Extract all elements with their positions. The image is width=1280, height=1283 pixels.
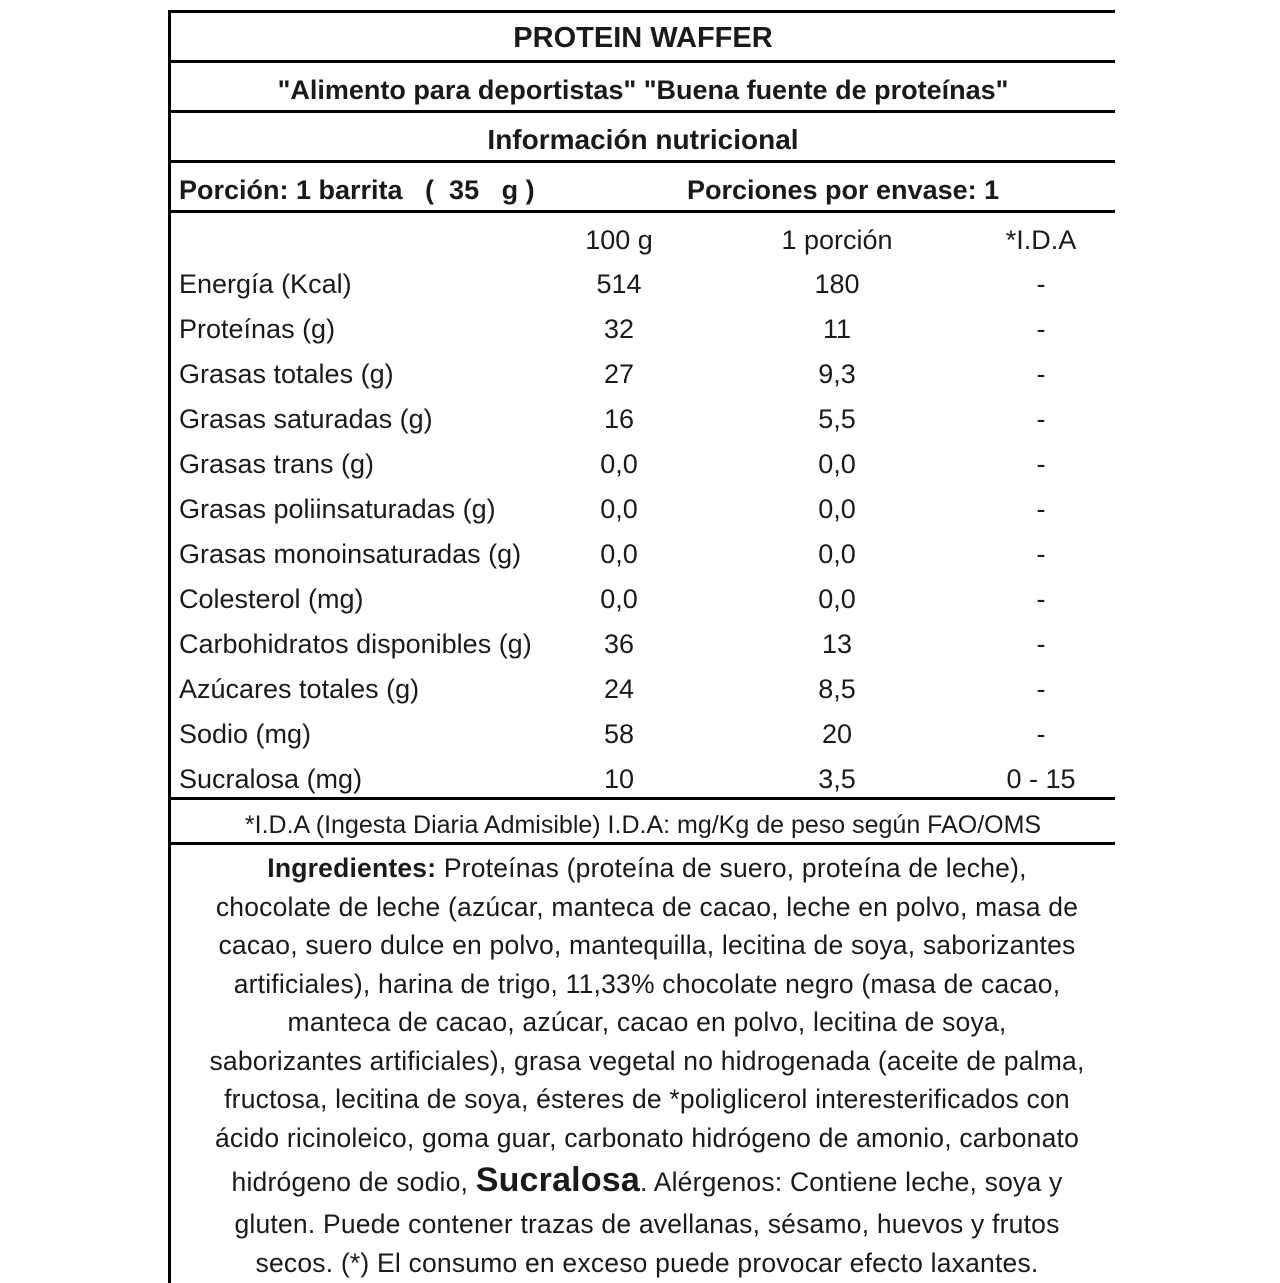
value-per-100g: 58 xyxy=(603,719,635,749)
header-per-portion: 1 porción xyxy=(781,225,893,255)
value-per-portion: 0,0 xyxy=(818,494,856,524)
value-per-portion: 0,0 xyxy=(818,584,856,614)
value-ida: - xyxy=(1036,674,1046,704)
value-ida: - xyxy=(1036,449,1046,479)
nutrient-name: Proteínas (g) xyxy=(179,314,336,344)
value-ida: - xyxy=(1036,719,1046,749)
nutrient-name: Sucralosa (mg) xyxy=(179,764,363,794)
value-per-portion: 3,5 xyxy=(818,764,856,794)
section-title: Información nutricional xyxy=(171,113,1115,163)
sucralosa-highlight: Sucralosa xyxy=(475,1161,641,1199)
header-ida: *I.D.A xyxy=(1005,225,1077,255)
value-per-portion: 180 xyxy=(814,269,860,299)
nutrient-name: Grasas poliinsaturadas (g) xyxy=(179,494,496,524)
value-ida: - xyxy=(1036,314,1046,344)
value-per-portion: 5,5 xyxy=(818,404,856,434)
nutrition-label xyxy=(168,10,1115,1283)
value-per-portion: 13 xyxy=(821,629,853,659)
value-ida: 0 - 15 xyxy=(1006,764,1076,794)
value-per-portion: 0,0 xyxy=(818,449,856,479)
ingredients-line-2: chocolate de leche (azúcar, manteca de cacao, leche en polvo, masa de xyxy=(215,891,1079,922)
value-per-100g: 0,0 xyxy=(600,494,638,524)
ingredients-line-1: Proteínas (proteína de suero, proteína de leche), xyxy=(436,853,1027,883)
ida-footnote: *I.D.A (Ingesta Diaria Admisible) I.D.A: mg/Kg de peso según FAO/OMS xyxy=(171,800,1115,845)
ingredients-line-3: cacao, suero dulce en polvo, mantequilla, lecitina de soya, saborizantes xyxy=(218,930,1076,960)
portion-size: Porción: 1 barrita ( 35 g ) xyxy=(179,175,535,205)
value-ida: - xyxy=(1036,494,1046,524)
value-ida: - xyxy=(1036,269,1046,299)
ingredients-line-9-post: . Alérgenos: Contiene leche, soya y xyxy=(640,1167,1063,1197)
ingredients-line-8: ácido ricinoleico, goma guar, carbonato hidrógeno de amonio, carbonato xyxy=(214,1122,1080,1153)
ingredients-line-11: secos. (*) El consumo en exceso puede provocar efecto laxantes. xyxy=(255,1247,1039,1278)
nutrient-name: Grasas monoinsaturadas (g) xyxy=(179,539,522,569)
ingredients-text xyxy=(171,849,1115,1282)
value-ida: - xyxy=(1036,539,1046,569)
ingredients-line-10: gluten. Puede contener trazas de avellanas, sésamo, huevos y frutos xyxy=(234,1209,1060,1239)
value-per-100g: 16 xyxy=(603,404,635,434)
product-claims: "Alimento para deportistas" "Buena fuente de proteínas" xyxy=(171,63,1115,113)
nutrient-name: Grasas saturadas (g) xyxy=(179,404,433,434)
nutrition-table xyxy=(171,213,1115,800)
value-ida: - xyxy=(1036,359,1046,389)
value-per-100g: 36 xyxy=(603,629,635,659)
value-per-portion: 0,0 xyxy=(818,539,856,569)
nutrient-name: Carbohidratos disponibles (g) xyxy=(179,629,532,659)
header-per-100g: 100 g xyxy=(585,225,653,255)
nutrient-name: Sodio (mg) xyxy=(179,719,312,749)
value-ida: - xyxy=(1036,629,1046,659)
portions-per-package: Porciones por envase: 1 xyxy=(687,175,1000,205)
portion-row xyxy=(171,163,1115,213)
ingredients-heading: Ingredientes: xyxy=(267,853,437,883)
nutrient-name: Energía (Kcal) xyxy=(179,269,352,299)
value-per-100g: 514 xyxy=(596,269,642,299)
value-per-portion: 8,5 xyxy=(818,674,856,704)
value-per-100g: 10 xyxy=(603,764,635,794)
value-ida: - xyxy=(1036,584,1046,614)
nutrient-name: Grasas totales (g) xyxy=(179,359,394,389)
product-title: PROTEIN WAFFER xyxy=(171,13,1115,63)
value-per-100g: 0,0 xyxy=(600,584,638,614)
value-per-100g: 27 xyxy=(603,359,635,389)
ingredients-line-4: artificiales), harina de trigo, 11,33% chocolate negro (masa de cacao, xyxy=(233,968,1061,999)
ingredients-line-9-pre: hidrógeno de sodio, xyxy=(231,1167,476,1197)
value-per-100g: 24 xyxy=(603,674,635,704)
value-per-100g: 32 xyxy=(603,314,635,344)
nutrient-name: Colesterol (mg) xyxy=(179,584,364,614)
ingredients-line-5: manteca de cacao, azúcar, cacao en polvo, lecitina de soya, xyxy=(287,1007,1007,1037)
ingredients-line-6: saborizantes artificiales), grasa vegetal no hidrogenada (aceite de palma, xyxy=(209,1045,1085,1076)
ingredients-line-7: fructosa, lecitina de soya, ésteres de *poliglicerol interesterificados con xyxy=(224,1084,1070,1114)
value-ida: - xyxy=(1036,404,1046,434)
nutrient-name: Grasas trans (g) xyxy=(179,449,375,479)
value-per-100g: 0,0 xyxy=(600,449,638,479)
value-per-portion: 9,3 xyxy=(818,359,856,389)
value-per-portion: 20 xyxy=(821,719,853,749)
nutrient-name: Azúcares totales (g) xyxy=(179,674,420,704)
value-per-100g: 0,0 xyxy=(600,539,638,569)
value-per-portion: 11 xyxy=(822,314,852,344)
